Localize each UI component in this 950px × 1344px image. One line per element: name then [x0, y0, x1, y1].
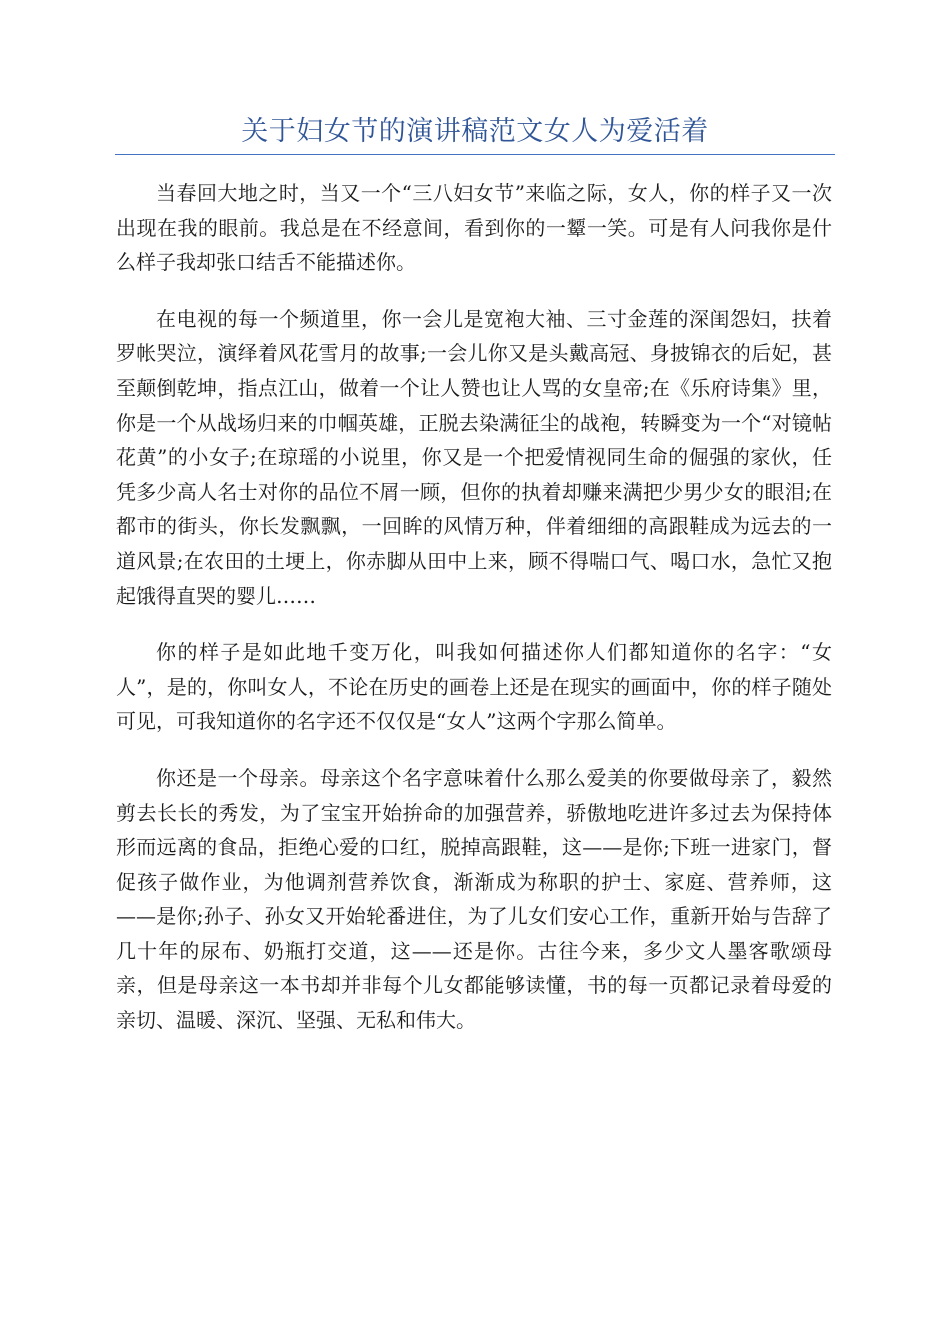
document-title: 关于妇女节的演讲稿范文女人为爱活着	[241, 116, 709, 147]
document-body	[116, 176, 832, 1060]
paragraph-4: 你还是一个母亲。母亲这个名字意味着什么那么爱美的你要做母亲了，毅然剪去长长的秀发，为了宝宝开始拚命的加强营养，骄傲地吃进许多过去为保持体形而远离的食品，拒绝心爱的口红，脱掉高跟鞋，这——是你;下班一进家门，督促孩子做作业，为他调剂营养饮食，渐渐成为称职的护士、家庭、营养师，这——是你;孙子、孙女又开始轮番进住，为了儿女们安心工作，重新开始与告辞了几十年的尿布、奶瓶打交道，这——还是你。古往今来，多少文人墨客歌颂母亲，但是母亲这一本书却并非每个儿女都能够读懂，书的每一页都记录着母爱的亲切、温暖、深沉、坚强、无私和伟大。	[116, 765, 832, 1033]
paragraph-1: 当春回大地之时，当又一个“三八妇女节”来临之际，女人，你的样子又一次出现在我的眼前。我总是在不经意间，看到你的一颦一笑。可是有人问我你是什么样子我却张口结舌不能描述你。	[116, 181, 832, 275]
paragraph-3: 你的样子是如此地千变万化，叫我如何描述你人们都知道你的名字：“女人”，是的，你叫女人，不论在历史的画卷上还是在现实的画面中，你的样子随处可见，可我知道你的名字还不仅仅是“女人”这两个字那么简单。	[116, 640, 832, 734]
title-underline	[115, 154, 835, 155]
paragraph-2: 在电视的每一个频道里，你一会儿是宽袍大袖、三寸金莲的深闺怨妇，扶着罗帐哭泣，演绎着风花雪月的故事;一会儿你又是头戴高冠、身披锦衣的后妃，甚至颠倒乾坤，指点江山，做着一个让人赞也让人骂的女皇帝;在《乐府诗集》里，你是一个从战场归来的巾帼英雄，正脱去染满征尘的战袍，转瞬变为一个“对镜帖花黄”的小女子;在琼瑶的小说里，你又是一个把爱情视同生命的倔强的家伙，任凭多少高人名士对你的品位不屑一顾，但你的执着却赚来满把少男少女的眼泪;在都市的街头，你长发飘飘，一回眸的风情万种，伴着细细的高跟鞋成为远去的一道风景;在农田的土埂上，你赤脚从田中上来，顾不得喘口气、喝口水，急忙又抱起饿得直哭的婴儿……	[116, 306, 832, 608]
